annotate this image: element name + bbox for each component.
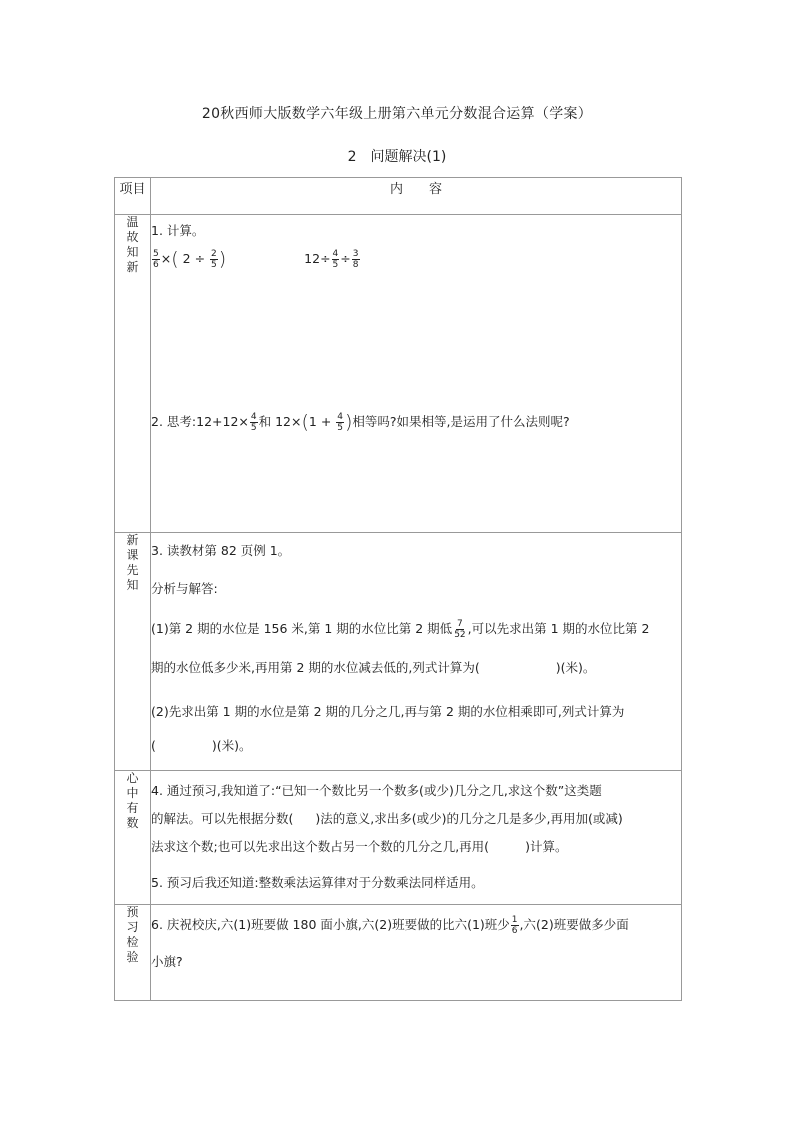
table-header-row [115,178,682,215]
section-label-mind: 心中有数 [115,771,151,905]
section-label-new: 新课先知 [115,533,151,771]
question-1-title: 1. 计算。 [151,223,205,238]
expression-1: $\frac{5}{6}$ ×( 2 ÷ $\frac{2}{5}$ ) [153,248,227,270]
worksheet-table [114,177,682,1001]
section-content-new [151,533,682,771]
question-6-line-2: 小旗? [151,954,183,969]
fraction-2-5: $\frac{2}{5}$ [211,249,217,270]
question-2: 2. 思考:12+12× $\frac{4}{5}$ 和 12×(1 + $\frac{4}{5}$ )相等吗?如果相等,是运用了什么法则呢? [151,411,570,433]
question-5: 5. 预习后我还知道:整数乘法运算律对于分数乘法同样适用。 [151,875,484,890]
paragraph-2-line-1: (2)先求出第 1 期的水位是第 2 期的几分之几,再与第 2 期的水位相乘即可,列式计算为 [151,704,625,719]
paragraph-1-line-2: 期的水位低多少米,再用第 2 期的水位减去低的,列式计算为( )(米)。 [151,660,596,675]
document-subtitle: 2 问题解决(1) [347,149,447,165]
paragraph-1-line-1: (1)第 2 期的水位是 156 米,第 1 期的水位比第 2 期低 $\frac{7}{52}$ ,可以先求出第 1 期的水位比第 2 [151,619,650,640]
fraction-4-5-b: $\frac{4}{5}$ [337,412,343,433]
expression-2: 12÷ $\frac{4}{5}$ ÷ $\frac{3}{8}$ [304,249,359,270]
section-review [115,215,682,533]
section-label-review: 温故知新 [115,215,151,533]
question-4-line-3: 法求这个数;也可以先求出这个数占另一个数的几分之几,再用( )计算。 [151,839,568,854]
fraction-4-5-a: $\frac{4}{5}$ [250,412,257,433]
section-mind [115,771,682,905]
header-item: 项目 [115,178,151,215]
section-content-mind [151,771,682,905]
section-content-review [151,215,682,533]
question-4-line-1: 4. 通过预习,我知道了:“已知一个数比另一个数多(或少)几分之几,求这个数”这类题 [151,783,602,798]
paragraph-2-line-2: ( )(米)。 [151,738,252,753]
question-3: 3. 读教材第 82 页例 1。 [151,543,291,558]
section-check [115,905,682,1001]
analysis-label: 分析与解答: [151,581,218,596]
document-title: 20秋西师大版数学六年级上册第六单元分数混合运算（学案） [201,106,593,122]
fraction-5-6: $\frac{5}{6}$ [153,249,159,270]
question-6-line-1: 6. 庆祝校庆,六(1)班要做 180 面小旗,六(2)班要做的比六(1)班少 $\frac{1}{6}$ ,六(2)班要做多少面 [151,915,629,936]
section-content-check [151,905,682,1001]
section-new [115,533,682,771]
question-1-expressions [151,249,681,270]
fraction-3-8: $\frac{3}{8}$ [352,249,359,270]
fraction-7-52: $\frac{7}{52}$ [454,619,466,640]
fraction-1-6: $\frac{1}{6}$ [511,915,518,936]
question-4-line-2: 的解法。可以先根据分数( )法的意义,求出多(或少)的几分之几是多少,再用加(或减) [151,811,623,826]
fraction-4-5: $\frac{4}{5}$ [332,249,339,270]
header-content: 内 容 [151,178,682,215]
section-label-check: 预习检验 [115,905,151,1001]
